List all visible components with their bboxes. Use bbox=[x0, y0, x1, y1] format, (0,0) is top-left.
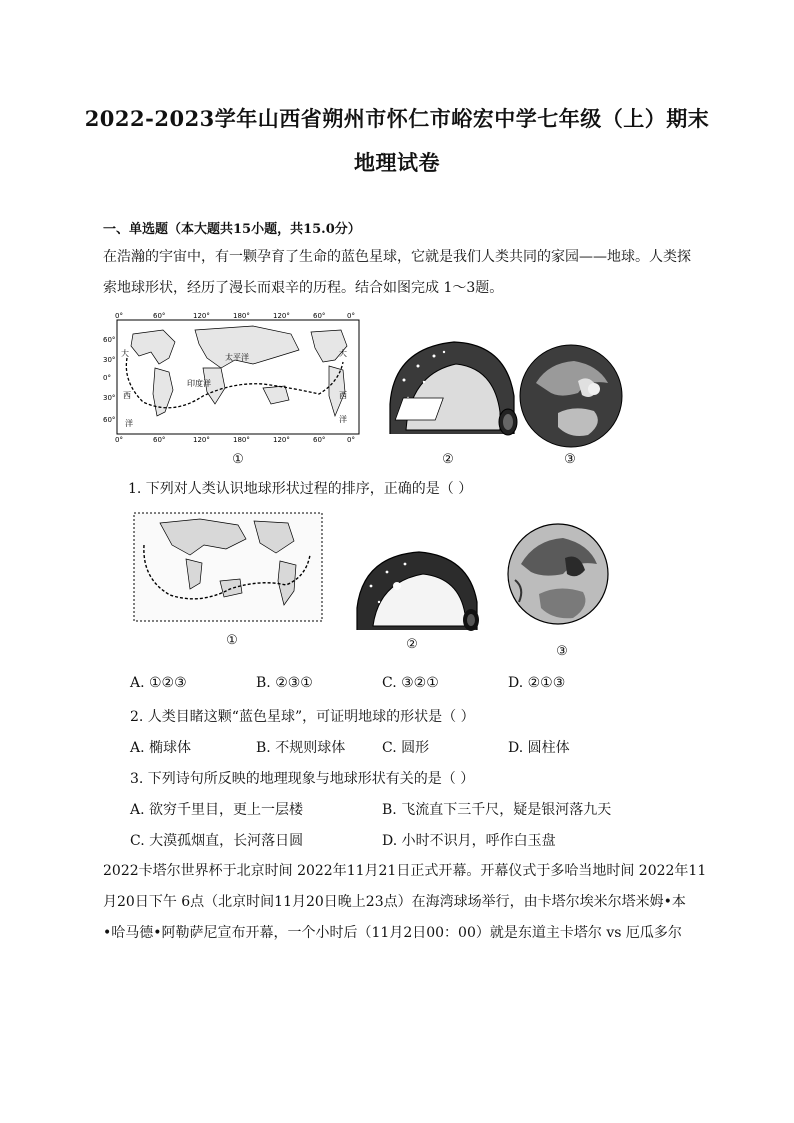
intro-line-2: 索地球形状，经历了漫长而艰辛的历程。结合如图完成 1～3题。 bbox=[103, 280, 504, 296]
q3-option-b[interactable]: B. 飞流直下三千尺，疑是银河落九天 bbox=[382, 802, 612, 818]
lon-top-5: 60° bbox=[313, 312, 326, 320]
map-label-yang: 洋 bbox=[125, 419, 133, 428]
lat-left-4: 60° bbox=[103, 416, 116, 424]
q3-option-d[interactable]: D. 小时不识月，呼作白玉盘 bbox=[382, 833, 556, 849]
lon-bottom-0: 0° bbox=[115, 436, 123, 442]
top-figure-label-2: ② bbox=[442, 452, 454, 467]
passage2-line-3: •哈马德•阿勒萨尼宣布开幕，一个小时后（11月2日00：00）就是东道主卡塔尔 vs 厄瓜多尔 bbox=[103, 925, 682, 941]
dome-model-figure bbox=[384, 330, 519, 442]
intro-line-1: 在浩瀚的宇宙中，有一颗孕育了生命的蓝色星球，它就是我们人类共同的家园——地球。人类探 bbox=[103, 249, 691, 265]
map-label-da: 大 bbox=[121, 349, 129, 358]
lon-bottom-3: 180° bbox=[233, 436, 250, 442]
lon-bottom-6: 0° bbox=[347, 436, 355, 442]
q3-option-a[interactable]: A. 欲穷千里目，更上一层楼 bbox=[130, 802, 304, 818]
lon-bottom-2: 120° bbox=[193, 436, 210, 442]
map-label-da2: 大 bbox=[339, 349, 347, 358]
question-3: 3. 下列诗句所反映的地理现象与地球形状有关的是（ ） bbox=[130, 771, 475, 787]
map-label-xi2: 西 bbox=[339, 391, 347, 400]
top-figure-label-1: ① bbox=[232, 452, 244, 467]
q1-globe-figure bbox=[505, 518, 611, 634]
q1-option-d[interactable]: D. ②①③ bbox=[508, 675, 566, 691]
passage2-line-1: 2022卡塔尔世界杯于北京时间 2022年11月21日正式开幕。开幕仪式于多哈当地时间 2022年11 bbox=[103, 863, 707, 879]
lat-left-3: 30° bbox=[103, 394, 116, 402]
lon-top-4: 120° bbox=[273, 312, 290, 320]
lon-top-2: 120° bbox=[193, 312, 210, 320]
passage2-line-2: 月20日下午 6点（北京时间11月20日晚上23点）在海湾球场举行，由卡塔尔埃米尔塔米姆•本 bbox=[103, 894, 686, 910]
map-label-xi: 西 bbox=[123, 391, 131, 400]
lat-left-0: 60° bbox=[103, 336, 116, 344]
lon-bottom-4: 120° bbox=[273, 436, 290, 442]
q2-option-b[interactable]: B. 不规则球体 bbox=[256, 740, 346, 756]
exam-title-line1: 2022-2023学年山西省朔州市怀仁市峪宏中学七年级（上）期末 bbox=[84, 106, 710, 131]
lon-top-3: 180° bbox=[233, 312, 250, 320]
q1-figure-label-2: ② bbox=[406, 637, 418, 652]
lat-left-1: 30° bbox=[103, 356, 116, 364]
lon-top-6: 0° bbox=[347, 312, 355, 320]
magellan-route-map bbox=[103, 312, 365, 442]
q2-option-c[interactable]: C. 圆形 bbox=[382, 740, 430, 756]
question-1: 1. 下列对人类认识地球形状过程的排序，正确的是（ ） bbox=[128, 481, 473, 497]
q1-option-b[interactable]: B. ②③① bbox=[256, 675, 313, 691]
map-label-yang2: 洋 bbox=[339, 415, 347, 424]
section-heading: 一、单选题（本大题共15小题，共15.0分） bbox=[103, 222, 361, 237]
map-indian-label: 印度洋 bbox=[187, 379, 211, 388]
lon-bottom-5: 60° bbox=[313, 436, 326, 442]
lon-top-1: 60° bbox=[153, 312, 166, 320]
q1-figure-label-1: ① bbox=[226, 633, 238, 648]
q1-option-c[interactable]: C. ③②① bbox=[382, 675, 439, 691]
lon-top-0: 0° bbox=[115, 312, 123, 320]
lon-bottom-1: 60° bbox=[153, 436, 166, 442]
q1-figure-label-3: ③ bbox=[556, 644, 568, 659]
q2-option-d[interactable]: D. 圆柱体 bbox=[508, 740, 570, 756]
top-figure-label-3: ③ bbox=[564, 452, 576, 467]
earth-globe-figure bbox=[518, 343, 624, 449]
q1-dome-figure bbox=[353, 546, 483, 638]
exam-title-line2: 地理试卷 bbox=[354, 150, 440, 175]
q1-option-a[interactable]: A. ①②③ bbox=[130, 675, 187, 691]
q3-option-c[interactable]: C. 大漠孤烟直，长河落日圆 bbox=[130, 833, 304, 849]
q2-option-a[interactable]: A. 椭球体 bbox=[130, 740, 192, 756]
lat-left-2: 0° bbox=[103, 374, 111, 382]
map-pacific-label: 太平洋 bbox=[225, 353, 249, 362]
question-2: 2. 人类目睹这颗“蓝色星球”，可证明地球的形状是（ ） bbox=[130, 709, 475, 725]
q1-map-figure bbox=[130, 509, 326, 625]
